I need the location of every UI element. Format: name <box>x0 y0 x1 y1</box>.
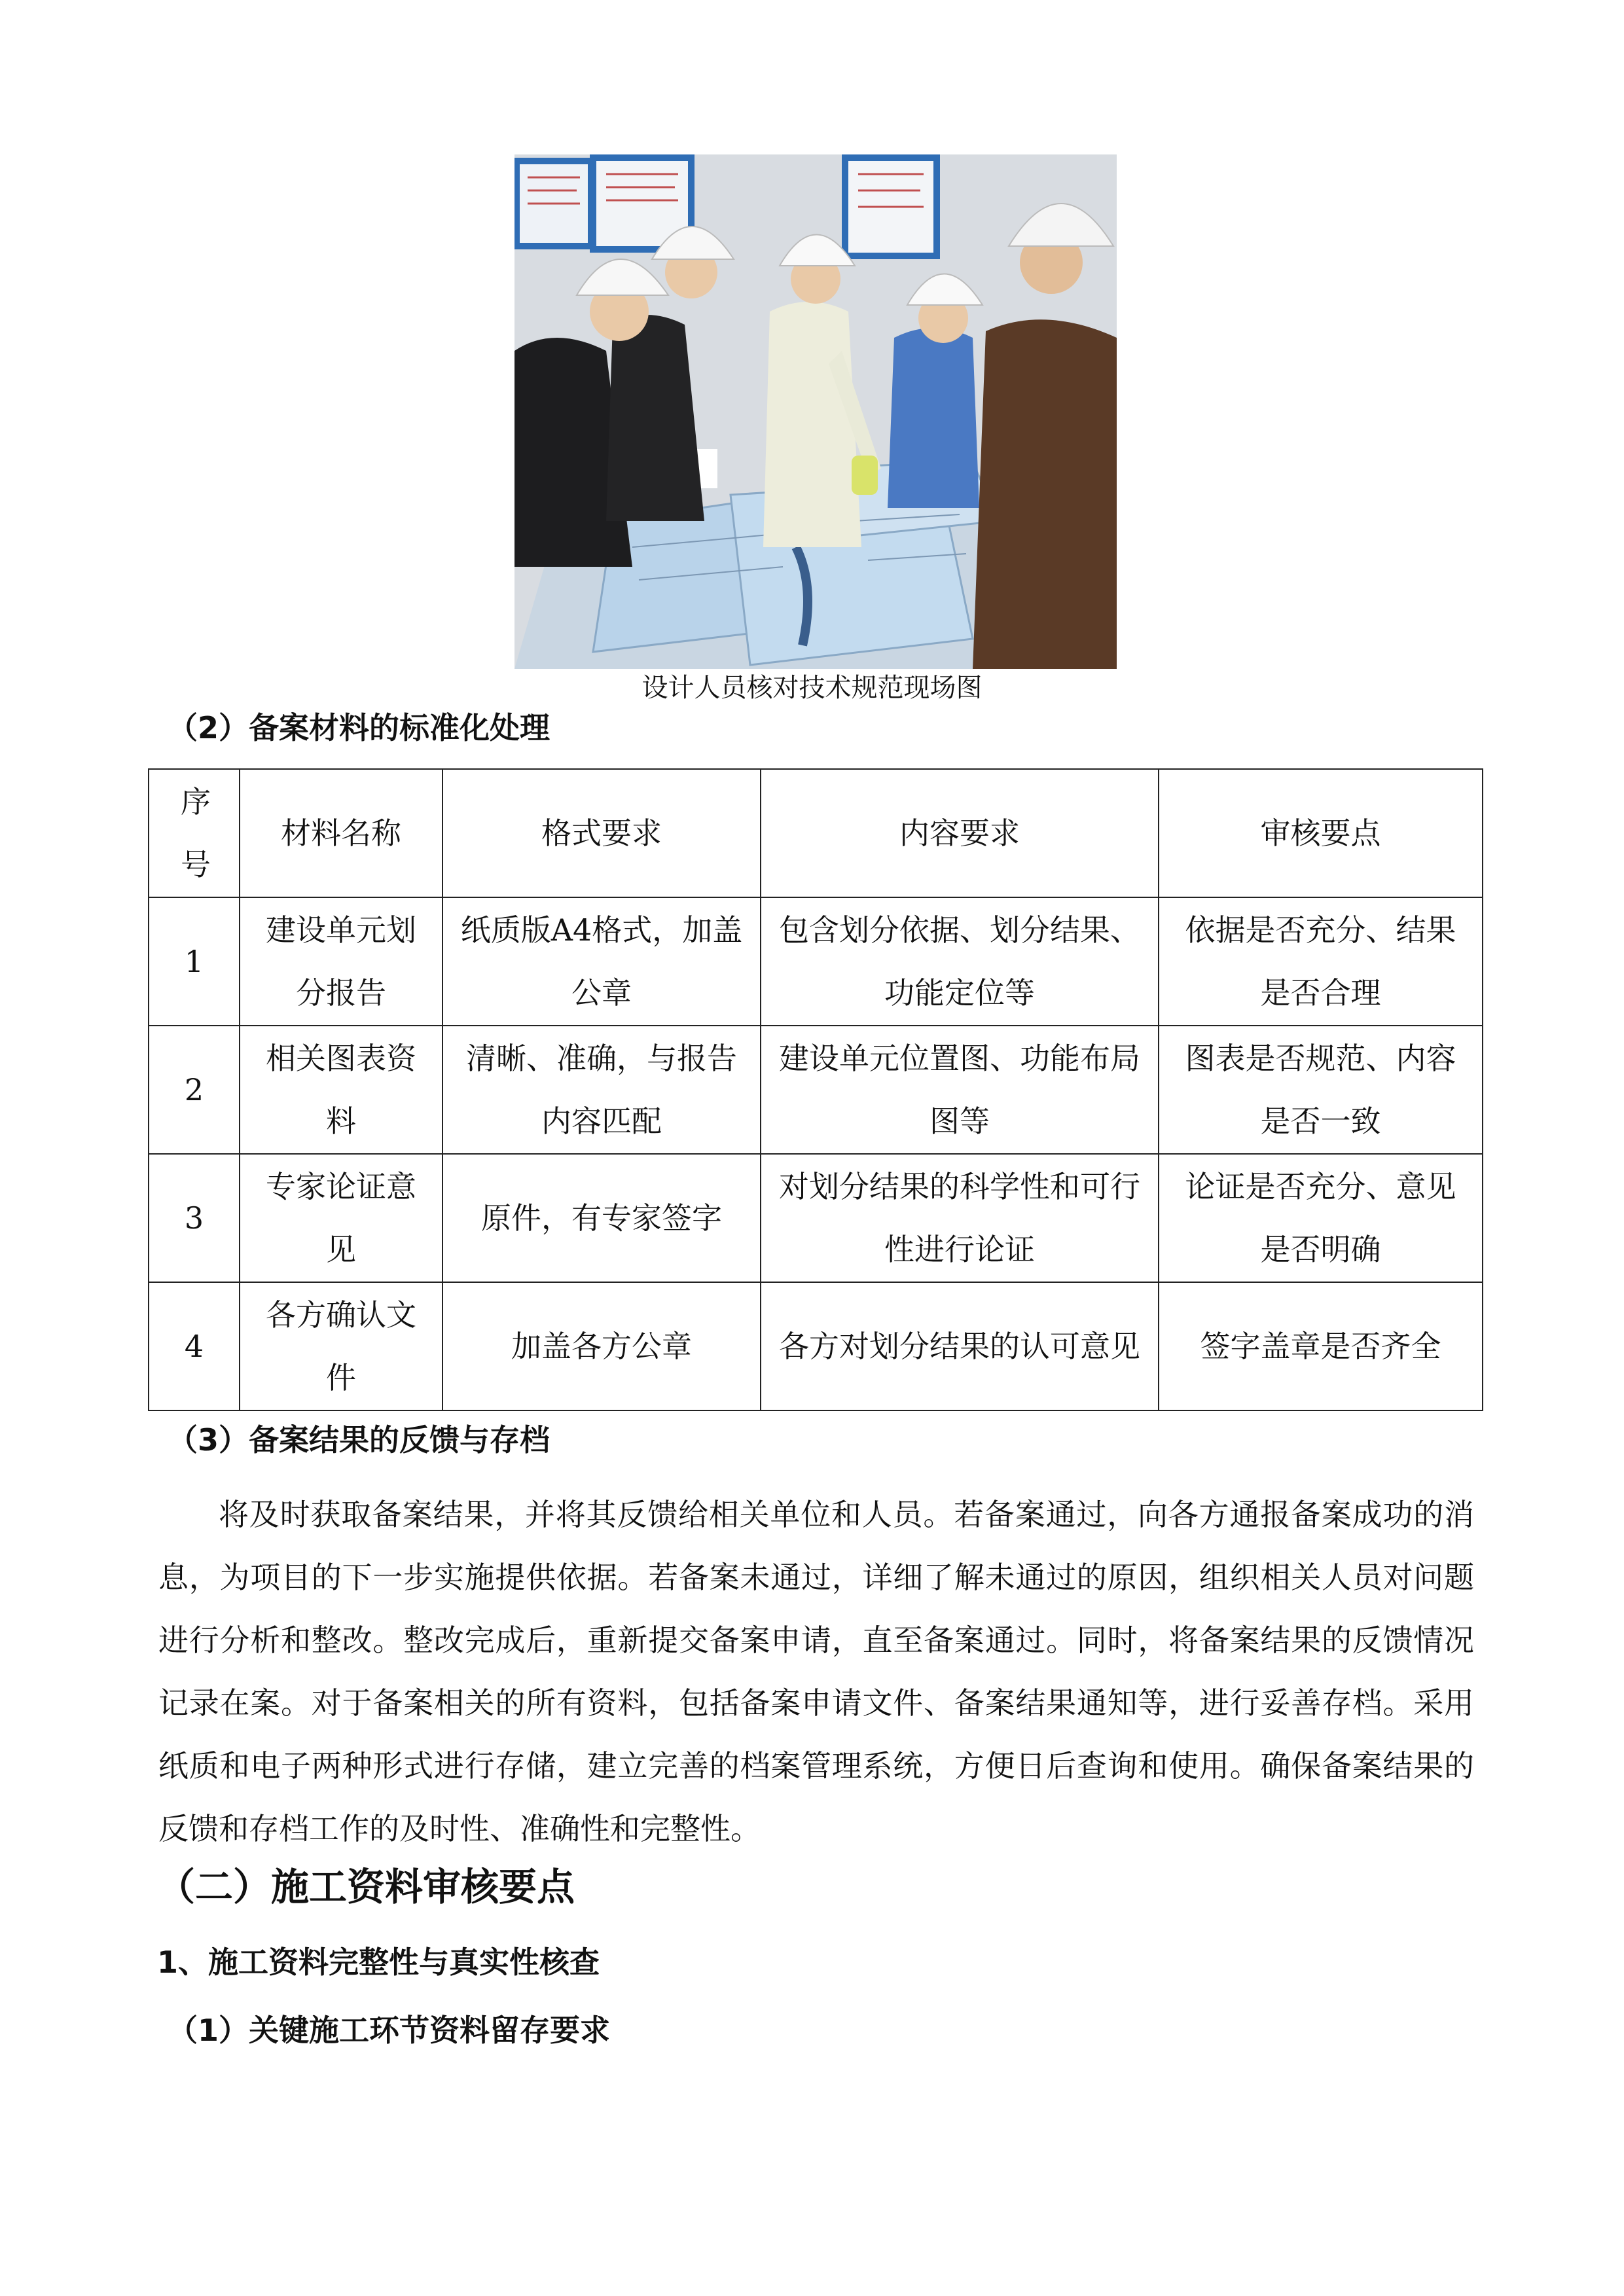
cell-name: 各方确认文件 <box>240 1282 442 1410</box>
table-header-row <box>149 769 1483 897</box>
materials-table <box>148 768 1483 1411</box>
cell-content: 对划分结果的科学性和可行性进行论证 <box>761 1154 1159 1282</box>
header-cell-index: 序号 <box>149 769 240 897</box>
cell-review: 依据是否充分、结果是否合理 <box>1159 897 1483 1026</box>
cell-format: 清晰、准确，与报告内容匹配 <box>442 1026 761 1154</box>
cell-index: 3 <box>149 1154 240 1282</box>
cell-content: 建设单元位置图、功能布局图等 <box>761 1026 1159 1154</box>
cell-name: 专家论证意见 <box>240 1154 442 1282</box>
table-row <box>149 1154 1483 1282</box>
cell-review: 图表是否规范、内容是否一致 <box>1159 1026 1483 1154</box>
cell-format: 纸质版A4格式，加盖公章 <box>442 897 761 1026</box>
section-2-heading: （2）备案材料的标准化处理 <box>168 710 550 745</box>
site-photo <box>514 154 1117 669</box>
section-3-body: 将及时获取备案结果，并将其反馈给相关单位和人员。若备案通过，向各方通报备案成功的消息，为项目的下一步实施提供依据。若备案未通过，详细了解未通过的原因，组织相关人员对问题进行分析和整改。整改完成后，重新提交备案申请，直至备案通过。同时，将备案结果的反馈情况记录在案。对于备案相关的所有资料，包括备案申请文件、备案结果通知等，进行妥善存档。采用纸质和电子两种形式进行存储，建立完善的档案管理系统，方便日后查询和使用。确保备案结果的反馈和存档工作的及时性、准确性和完整性。 <box>158 1497 1474 1846</box>
header-cell-format: 格式要求 <box>442 769 761 897</box>
subsection-1-heading: 1、施工资料完整性与真实性核查 <box>157 1945 600 1980</box>
header-cell-content: 内容要求 <box>761 769 1159 897</box>
header-cell-name: 材料名称 <box>240 769 442 897</box>
cell-content: 各方对划分结果的认可意见 <box>761 1282 1159 1410</box>
table-row <box>149 897 1483 1026</box>
header-cell-review: 审核要点 <box>1159 769 1483 897</box>
section-3-heading: （3）备案结果的反馈与存档 <box>168 1422 550 1458</box>
cell-index: 2 <box>149 1026 240 1154</box>
cell-name: 建设单元划分报告 <box>240 897 442 1026</box>
cell-format: 加盖各方公章 <box>442 1282 761 1410</box>
site-photo-illustration <box>514 154 1117 669</box>
materials-table-body <box>149 769 1483 1410</box>
part-2-heading: （二）施工资料审核要点 <box>157 1865 575 1909</box>
cell-name: 相关图表资料 <box>240 1026 442 1154</box>
cell-index: 4 <box>149 1282 240 1410</box>
cell-review: 论证是否充分、意见是否明确 <box>1159 1154 1483 1282</box>
subsection-1-1-heading: （1）关键施工环节资料留存要求 <box>168 2013 611 2048</box>
cell-format: 原件，有专家签字 <box>442 1154 761 1282</box>
figure-caption: 设计人员核对技术规范现场图 <box>641 673 983 703</box>
cell-review: 签字盖章是否齐全 <box>1159 1282 1483 1410</box>
table-row <box>149 1026 1483 1154</box>
cell-index: 1 <box>149 897 240 1026</box>
table-row <box>149 1282 1483 1410</box>
cell-content: 包含划分依据、划分结果、功能定位等 <box>761 897 1159 1026</box>
